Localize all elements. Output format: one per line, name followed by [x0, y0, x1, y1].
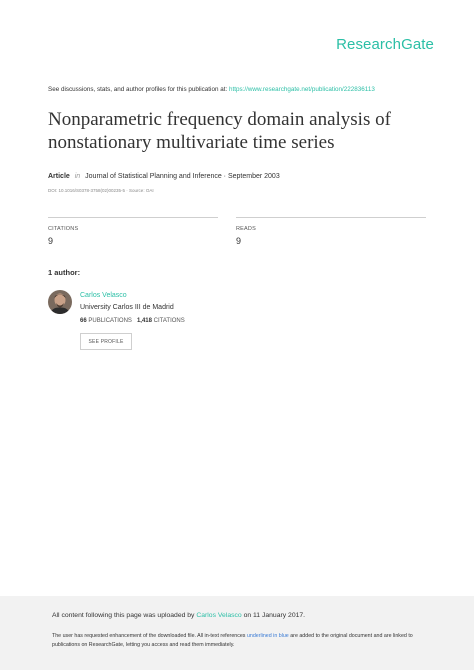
reads-count: 9 [236, 236, 242, 246]
author-photo-icon [48, 290, 72, 314]
author-publications-label: PUBLICATIONS [88, 318, 132, 324]
authors-heading: 1 author: [48, 268, 81, 277]
publication-url-link[interactable]: https://www.researchgate.net/publication/222836113 [228, 86, 375, 93]
uploader-link[interactable]: Carlos Velasco [196, 612, 242, 619]
in-word: in [74, 173, 81, 180]
publication-title: Nonparametric frequency domain analysis of nonstationary multivariate time series [48, 109, 391, 153]
upload-suffix: on 11 January 2017. [241, 612, 306, 619]
avatar[interactable] [48, 290, 72, 314]
enhancement-notice [52, 632, 432, 650]
citations-divider [48, 217, 218, 218]
upload-line [52, 612, 305, 619]
citations-label: CITATIONS [48, 226, 79, 232]
doi-source: DOI: 10.1016/S0378-3758(02)00235-5 · Source: OAI [48, 188, 154, 193]
author-citations-count: 1,418 [136, 318, 152, 324]
notice-link[interactable]: underlined in blue [246, 633, 289, 639]
author-citations-label: CITATIONS [153, 318, 185, 324]
notice-text-b: are added to the original document and are linked to publications on ResearchGate, letting you access and read them immediately. [52, 633, 413, 648]
author-name-link[interactable]: Carlos Velasco [80, 292, 127, 299]
reads-label: READS [236, 226, 256, 232]
publication-meta [48, 173, 280, 180]
author-publications-count: 66 [80, 318, 87, 324]
upload-prefix: All content following this page was uploaded by [52, 612, 197, 619]
publication-type: Article [48, 173, 70, 180]
citations-count: 9 [48, 236, 54, 246]
author-institution: University Carlos III de Madrid [80, 304, 174, 311]
discussion-line [48, 86, 448, 93]
discussion-prefix: See discussions, stats, and author profiles for this publication at: [48, 86, 229, 93]
see-profile-button[interactable]: SEE PROFILE [80, 333, 132, 350]
reads-divider [236, 217, 426, 218]
researchgate-logo[interactable]: ResearchGate [336, 36, 434, 53]
journal-date: Journal of Statistical Planning and Inference · September 2003 [85, 173, 280, 180]
author-stats [80, 318, 185, 324]
notice-text-a: The user has requested enhancement of the downloaded file. All in-text references [52, 633, 247, 639]
